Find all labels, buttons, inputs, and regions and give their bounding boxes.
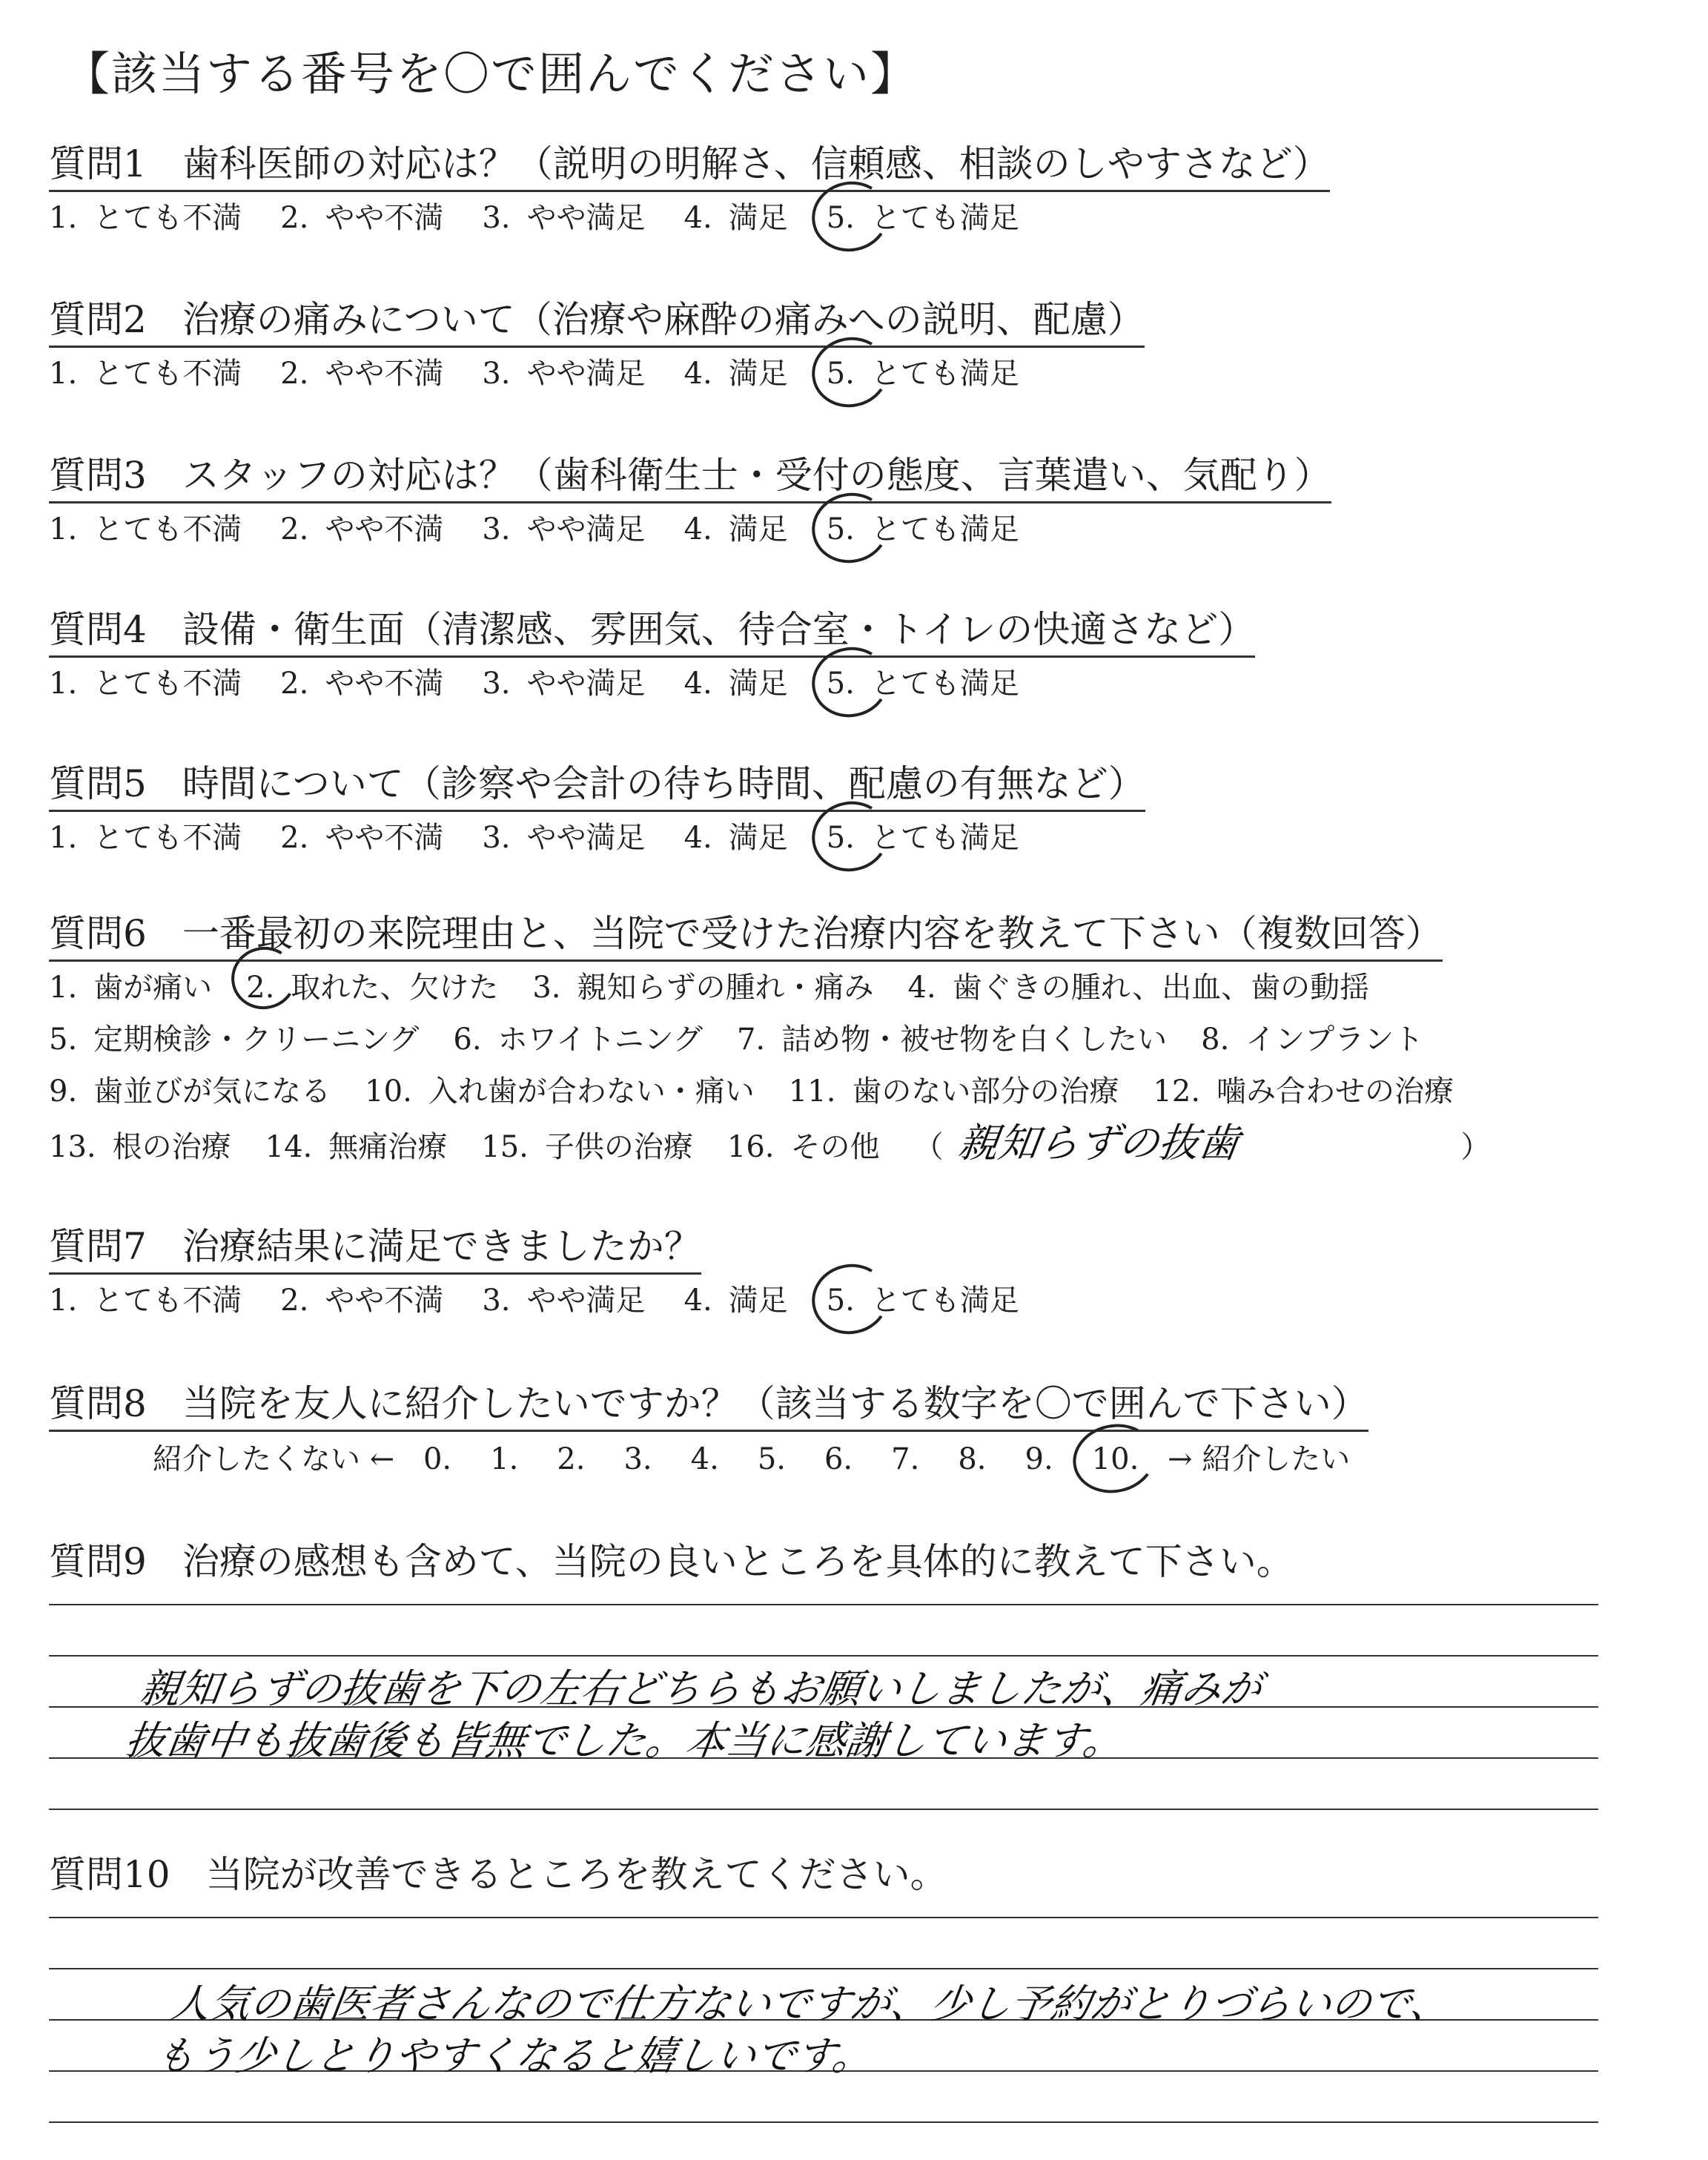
q6-option-row	[49, 962, 1695, 1014]
option-label: 満足	[728, 512, 788, 546]
rating-option-2[interactable]	[280, 1279, 443, 1322]
option-number: 15.	[481, 1130, 529, 1164]
option-label: 歯のない部分の治療	[852, 1074, 1119, 1109]
scale-value[interactable]	[490, 1438, 518, 1481]
option-number: 4.	[683, 201, 712, 235]
option-number: 1.	[49, 821, 78, 855]
q6-option[interactable]	[49, 1121, 231, 1173]
answer-line	[49, 1809, 1598, 1810]
rating-option-2[interactable]	[280, 352, 443, 395]
option-label: やや不満	[325, 201, 444, 235]
option-label: とても満足	[870, 1284, 1019, 1318]
option-number: 3.	[482, 667, 511, 701]
option-number: 8.	[1201, 1023, 1230, 1057]
option-number: 2.	[280, 201, 309, 235]
option-label: やや満足	[526, 821, 646, 855]
rating-option-2[interactable]	[280, 662, 443, 705]
page-title: 【該当する番号を〇で囲んでください】	[64, 47, 918, 101]
scale-number: 7.	[891, 1442, 920, 1476]
rating-option-4[interactable]	[684, 1279, 788, 1322]
rating-option-3[interactable]	[482, 1279, 645, 1322]
option-label: 満足	[728, 201, 788, 235]
rating-option-5[interactable]	[827, 662, 1019, 705]
option-number: 1.	[49, 971, 78, 1005]
q6-option-row	[49, 1117, 1695, 1173]
question-2-heading	[49, 297, 1145, 348]
question-text: 治療の感想も含めて、当院の良いところを具体的に教えて下さい。	[182, 1540, 1294, 1583]
rating-option-4[interactable]	[684, 352, 788, 395]
option-number: 5.	[826, 821, 855, 855]
rating-option-1[interactable]	[49, 352, 242, 395]
rating-option-1[interactable]	[49, 508, 242, 551]
option-label: とても不満	[93, 357, 242, 391]
answer-line	[49, 1655, 1598, 1657]
answer-line	[49, 2121, 1598, 2123]
option-number: 6.	[453, 1023, 482, 1057]
option-label: 無痛治療	[328, 1130, 448, 1164]
question-number: 質問9	[49, 1540, 147, 1583]
question-number: 質問7	[49, 1225, 147, 1268]
question-number: 質問2	[49, 298, 147, 341]
scale-left-label: 紹介したくない ←	[153, 1442, 395, 1476]
scale-number: 10.	[1091, 1442, 1139, 1476]
question-number: 質問3	[49, 454, 147, 497]
question-5-heading	[49, 761, 1145, 812]
recommend-scale	[49, 1438, 1695, 1481]
scale-value[interactable]	[557, 1438, 585, 1481]
option-label: やや不満	[325, 821, 444, 855]
question-3	[49, 452, 1695, 551]
question-text: 設備・衛生面（清潔感、雰囲気、待合室・トイレの快適さなど）	[182, 608, 1256, 651]
q6-option[interactable]	[49, 1066, 331, 1117]
question-2	[49, 297, 1695, 395]
question-9	[49, 1539, 1695, 1585]
q6-option-row	[49, 1014, 1695, 1066]
option-label: とても不満	[93, 512, 242, 546]
option-number: 2.	[280, 512, 309, 546]
scale-right-label: → 紹介したい	[1168, 1442, 1351, 1476]
q6-option[interactable]	[1201, 1014, 1423, 1066]
question-7	[49, 1223, 1695, 1322]
option-label: 親知らずの腫れ・痛み	[577, 971, 874, 1005]
q9-answer-line-1: 親知らずの抜歯を下の左右どちらもお願いしましたが、痛みが	[137, 1665, 1265, 1712]
option-label: 歯が痛い	[93, 971, 213, 1005]
option-label: やや満足	[526, 667, 646, 701]
question-8-heading	[49, 1381, 1368, 1432]
scale-value[interactable]	[958, 1438, 986, 1481]
q6-option[interactable]	[727, 1121, 880, 1173]
option-number: 4.	[683, 357, 712, 391]
option-label: やや満足	[526, 512, 646, 546]
option-number: 5.	[826, 667, 855, 701]
rating-option-4[interactable]	[684, 662, 788, 705]
rating-option-5[interactable]	[827, 352, 1019, 395]
q6-option[interactable]	[246, 962, 498, 1014]
scale-number: 1.	[490, 1442, 519, 1476]
option-label: 詰め物・被せ物を白くしたい	[781, 1023, 1168, 1057]
option-number: 1.	[49, 512, 78, 546]
question-text: スタッフの対応は？（歯科衛生士・受付の態度、言葉遣い、気配り）	[182, 454, 1331, 497]
question-text: 当院を友人に紹介したいですか？（該当する数字を〇で囲んで下さい）	[182, 1382, 1368, 1425]
rating-option-3[interactable]	[482, 508, 645, 551]
option-number: 2.	[280, 821, 309, 855]
option-label: とても満足	[870, 512, 1019, 546]
rating-option-2[interactable]	[280, 196, 443, 240]
scale-value[interactable]	[691, 1438, 719, 1481]
option-label: 入れ歯が合わない・痛い	[428, 1074, 755, 1109]
question-6	[49, 911, 1695, 1173]
question-number: 質問8	[49, 1382, 147, 1425]
q6-option[interactable]	[789, 1066, 1119, 1117]
option-label: やや不満	[325, 1284, 444, 1318]
q6-option[interactable]	[49, 1014, 419, 1066]
option-label: やや満足	[526, 201, 646, 235]
option-number: 2.	[280, 1284, 309, 1318]
question-10-heading	[49, 1852, 1695, 1898]
rating-option-3[interactable]	[482, 352, 645, 395]
question-text: 一番最初の来院理由と、当院で受けた治療内容を教えて下さい（複数回答）	[182, 912, 1443, 955]
scale-value[interactable]	[423, 1438, 451, 1481]
question-text: 当院が改善できるところを教えてください。	[205, 1853, 947, 1896]
option-number: 12.	[1153, 1074, 1201, 1109]
option-number: 7.	[736, 1023, 766, 1057]
option-label: とても不満	[93, 1284, 242, 1318]
question-text: 歯科医師の対応は？（説明の明解さ、信頼感、相談のしやすさなど）	[182, 142, 1330, 185]
option-number: 5.	[826, 1284, 855, 1318]
option-number: 5.	[826, 512, 855, 546]
option-label: とても満足	[870, 667, 1019, 701]
option-label: とても不満	[93, 201, 242, 235]
question-text: 治療結果に満足できましたか？	[182, 1225, 701, 1268]
option-label: とても満足	[870, 357, 1019, 391]
option-number: 4.	[683, 821, 712, 855]
rating-option-3[interactable]	[482, 816, 645, 859]
answer-line	[49, 1968, 1598, 1969]
option-label: 子供の治療	[544, 1130, 693, 1164]
option-label: 満足	[728, 357, 788, 391]
question-number: 質問10	[49, 1853, 171, 1896]
question-number: 質問5	[49, 762, 147, 805]
option-number: 1.	[49, 1284, 78, 1318]
scale-value[interactable]	[758, 1438, 786, 1481]
option-number: 16.	[726, 1130, 775, 1164]
answer-line	[49, 1917, 1598, 1918]
hand-drawn-circle-icon	[805, 1257, 895, 1341]
scale-number: 4.	[690, 1442, 719, 1476]
q6-option[interactable]	[532, 962, 873, 1014]
option-label: ホワイトニング	[497, 1023, 703, 1057]
option-label: 歯並びが気になる	[93, 1074, 331, 1109]
question-3-heading	[49, 452, 1331, 503]
question-text: 時間について（診察や会計の待ち時間、配慮の有無など）	[182, 762, 1145, 805]
answer-line	[49, 1604, 1598, 1605]
question-7-heading	[49, 1223, 701, 1275]
rating-option-2[interactable]	[280, 816, 443, 859]
question-text: 治療の痛みについて（治療や麻酔の痛みへの説明、配慮）	[182, 298, 1145, 341]
scale-number: 2.	[557, 1442, 586, 1476]
option-label: 定期検診・クリーニング	[93, 1023, 420, 1057]
question-number: 質問1	[49, 142, 147, 185]
question-4	[49, 607, 1695, 705]
option-label: とても不満	[93, 667, 242, 701]
question-number: 質問6	[49, 912, 147, 955]
rating-option-3[interactable]	[482, 662, 645, 705]
q6-option[interactable]	[481, 1121, 693, 1173]
other-answer-handwritten: 親知らずの抜歯	[955, 1120, 1242, 1166]
option-number: 3.	[482, 1284, 511, 1318]
question-9-heading	[49, 1539, 1695, 1585]
q6-option[interactable]	[908, 962, 1370, 1014]
scale-value[interactable]	[824, 1438, 853, 1481]
scale-number: 0.	[423, 1442, 452, 1476]
q6-option[interactable]	[365, 1066, 755, 1117]
q6-option[interactable]	[737, 1014, 1167, 1066]
option-number: 3.	[482, 357, 511, 391]
rating-option-1[interactable]	[49, 1279, 242, 1322]
option-number: 14.	[265, 1130, 313, 1164]
q6-option-row	[49, 1066, 1695, 1117]
option-label: 取れた、欠けた	[291, 971, 499, 1005]
option-number: 3.	[532, 971, 561, 1005]
rating-option-2[interactable]	[280, 508, 443, 551]
option-number: 2.	[246, 971, 275, 1005]
option-number: 3.	[482, 512, 511, 546]
option-number: 1.	[49, 667, 78, 701]
option-label: やや不満	[325, 667, 444, 701]
option-label: その他	[790, 1130, 880, 1164]
option-label: 満足	[728, 1284, 788, 1318]
rating-option-5[interactable]	[827, 816, 1019, 859]
q6-option[interactable]	[453, 1014, 703, 1066]
option-label: やや不満	[325, 357, 444, 391]
rating-option-3[interactable]	[482, 196, 645, 240]
option-label: 歯ぐきの腫れ、出血、歯の動揺	[952, 971, 1370, 1005]
option-number: 3.	[482, 201, 511, 235]
question-5	[49, 761, 1695, 859]
scale-value[interactable]	[623, 1438, 652, 1481]
option-number: 4.	[683, 1284, 712, 1318]
option-number: 5.	[49, 1023, 78, 1057]
rating-option-1[interactable]	[49, 196, 242, 240]
option-label: 満足	[728, 667, 788, 701]
question-1	[49, 141, 1695, 240]
question-4-heading	[49, 607, 1255, 658]
option-label: 根の治療	[112, 1130, 231, 1164]
question-1-heading	[49, 141, 1330, 192]
q10-answer-line-2: もう少しとりやすくなると嬉しいです。	[152, 2032, 876, 2079]
question-number: 質問4	[49, 608, 147, 651]
option-label: 満足	[728, 821, 788, 855]
option-label: 噛み合わせの治療	[1217, 1074, 1454, 1109]
option-number: 3.	[482, 821, 511, 855]
scale-number: 6.	[824, 1442, 853, 1476]
other-paren-close: ）	[1460, 1130, 1491, 1164]
scale-value[interactable]	[891, 1438, 919, 1481]
rating-option-1[interactable]	[49, 816, 242, 859]
option-number: 13.	[49, 1130, 96, 1164]
scale-value[interactable]	[1025, 1438, 1053, 1481]
option-number: 1.	[49, 357, 78, 391]
other-paren-open: （	[913, 1130, 944, 1164]
rating-option-4[interactable]	[684, 508, 788, 551]
question-8	[49, 1381, 1695, 1481]
option-label: とても満足	[870, 201, 1019, 235]
option-number: 2.	[280, 667, 309, 701]
option-label: やや満足	[526, 357, 646, 391]
rating-option-1[interactable]	[49, 662, 242, 705]
scale-number: 5.	[757, 1442, 786, 1476]
option-number: 4.	[683, 512, 712, 546]
option-number: 4.	[907, 971, 936, 1005]
option-number: 5.	[826, 357, 855, 391]
option-number: 9.	[49, 1074, 78, 1109]
q6-option[interactable]	[49, 962, 212, 1014]
scale-value[interactable]	[1092, 1438, 1139, 1481]
option-number: 2.	[280, 357, 309, 391]
option-number: 4.	[683, 667, 712, 701]
rating-option-5[interactable]	[827, 1279, 1019, 1322]
option-label: やや不満	[325, 512, 444, 546]
rating-option-5[interactable]	[827, 508, 1019, 551]
option-label: とても満足	[870, 821, 1019, 855]
q9-answer-line-2: 抜歯中も抜歯後も皆無でした。本当に感謝しています。	[122, 1717, 1127, 1764]
option-number: 5.	[826, 201, 855, 235]
option-label: インプラント	[1245, 1023, 1424, 1057]
option-number: 10.	[365, 1074, 412, 1109]
rating-option-4[interactable]	[684, 816, 788, 859]
q6-option[interactable]	[1153, 1066, 1454, 1117]
scale-number: 8.	[958, 1442, 987, 1476]
option-number: 1.	[49, 201, 78, 235]
question-10	[49, 1852, 1695, 1898]
rating-option-5[interactable]	[827, 196, 1019, 240]
q6-option[interactable]	[265, 1121, 448, 1173]
q10-answer-line-1: 人気の歯医者さんなので仕方ないですが、少し予約がとりづらいので、	[167, 1981, 1454, 2027]
scale-number: 3.	[623, 1442, 652, 1476]
scale-number: 9.	[1025, 1442, 1053, 1476]
option-label: とても不満	[93, 821, 242, 855]
option-number: 11.	[788, 1074, 836, 1109]
rating-option-4[interactable]	[684, 196, 788, 240]
option-label: やや満足	[526, 1284, 646, 1318]
